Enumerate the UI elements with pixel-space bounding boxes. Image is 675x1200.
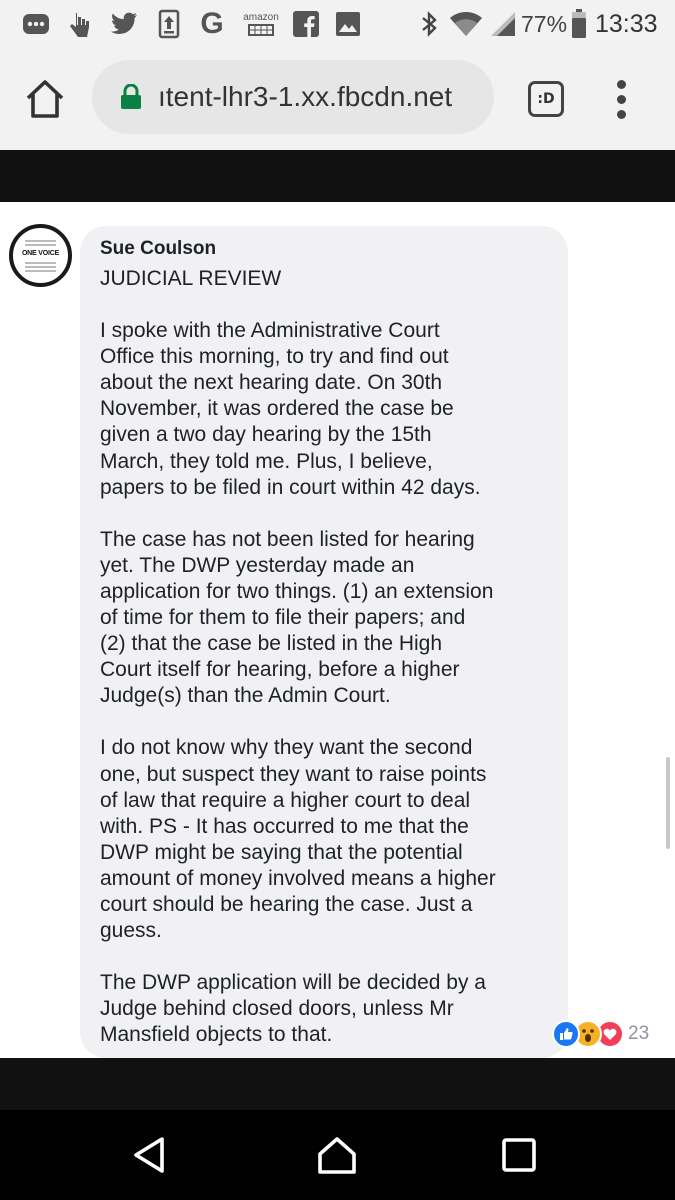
facebook-icon xyxy=(292,8,320,40)
twitter-icon xyxy=(108,8,140,40)
back-icon xyxy=(128,1134,170,1176)
paragraph: The DWP application will be decided by a Judge behind closed doors, unless Mr Mansfield objects to that. xyxy=(100,971,486,1047)
home-icon xyxy=(316,1134,358,1176)
author-name[interactable]: Sue Coulson xyxy=(100,238,217,259)
avatar-line xyxy=(25,266,56,268)
browser-toolbar xyxy=(0,48,675,150)
back-button[interactable] xyxy=(128,1134,170,1176)
google-icon: G xyxy=(200,7,224,40)
post-content xyxy=(0,202,675,1058)
image-top-border xyxy=(0,150,675,202)
system-home-button[interactable] xyxy=(316,1134,358,1176)
status-bar xyxy=(0,0,675,48)
overflow-menu-button[interactable] xyxy=(608,78,636,122)
paragraph: The case has not been listed for hearing yet. The DWP yesterday made an application for two things. (1) an extension of time for them to file their papers; and (2) that the case be listed in the High Court itself for hearing, before a higher Judge(s) than the Admin Court. xyxy=(100,527,494,708)
avatar-line xyxy=(25,240,56,242)
address-bar[interactable] xyxy=(92,60,494,134)
menu-dot-icon xyxy=(617,110,626,119)
home-icon xyxy=(22,76,68,122)
url-text: ıtent-lhr3-1.xx.fbcdn.net xyxy=(158,81,453,112)
wifi-icon xyxy=(448,8,484,40)
paragraph: I do not know why they want the second one, but suspect they want to raise points of law that require a higher court to deal with. PS - It has occurred to me that the DWP might be saying that the potential amount of money involved means a higher court should be hearing the case. Just a guess. xyxy=(100,736,496,943)
signal-icon xyxy=(488,8,518,40)
comment-text xyxy=(100,266,560,1048)
reaction-count: 23 xyxy=(628,1023,650,1044)
avatar-line xyxy=(25,244,56,246)
system-navigation-bar xyxy=(0,1110,675,1200)
menu-dot-icon xyxy=(617,80,626,89)
like-reaction-icon xyxy=(552,1020,580,1048)
scrollbar[interactable] xyxy=(666,757,670,849)
gesture-icon xyxy=(64,8,94,40)
image-icon xyxy=(334,8,362,40)
battery-icon xyxy=(570,8,588,40)
home-button[interactable] xyxy=(22,76,68,122)
chat-icon xyxy=(20,8,52,40)
bluetooth-icon xyxy=(418,8,440,40)
comment-bubble xyxy=(80,226,568,1058)
image-bottom-border xyxy=(0,1058,675,1110)
battery-percent: 77% xyxy=(521,11,568,37)
post-title: JUDICIAL REVIEW xyxy=(100,267,282,290)
upload-icon xyxy=(156,8,182,40)
recents-button[interactable] xyxy=(498,1134,540,1176)
avatar-text: ONE VOICE xyxy=(21,250,60,257)
avatar-line xyxy=(25,262,56,264)
menu-dot-icon xyxy=(617,95,626,104)
avatar-line xyxy=(25,270,56,272)
avatar[interactable] xyxy=(9,224,72,287)
clock: 13:33 xyxy=(595,10,658,38)
lock-icon xyxy=(120,84,142,110)
recents-icon xyxy=(498,1134,540,1176)
tab-switcher-button[interactable]: :D xyxy=(528,81,564,117)
amazon-icon: amazon xyxy=(242,8,280,40)
reactions-summary[interactable] xyxy=(552,1018,662,1048)
paragraph: I spoke with the Administrative Court Office this morning, to try and find out about the next hearing date. On 30th November, it was ordered the case be given a two day hearing by the 15th March, they told me. Plus, I believe, papers to be filed in court within 42 days. xyxy=(100,319,481,499)
